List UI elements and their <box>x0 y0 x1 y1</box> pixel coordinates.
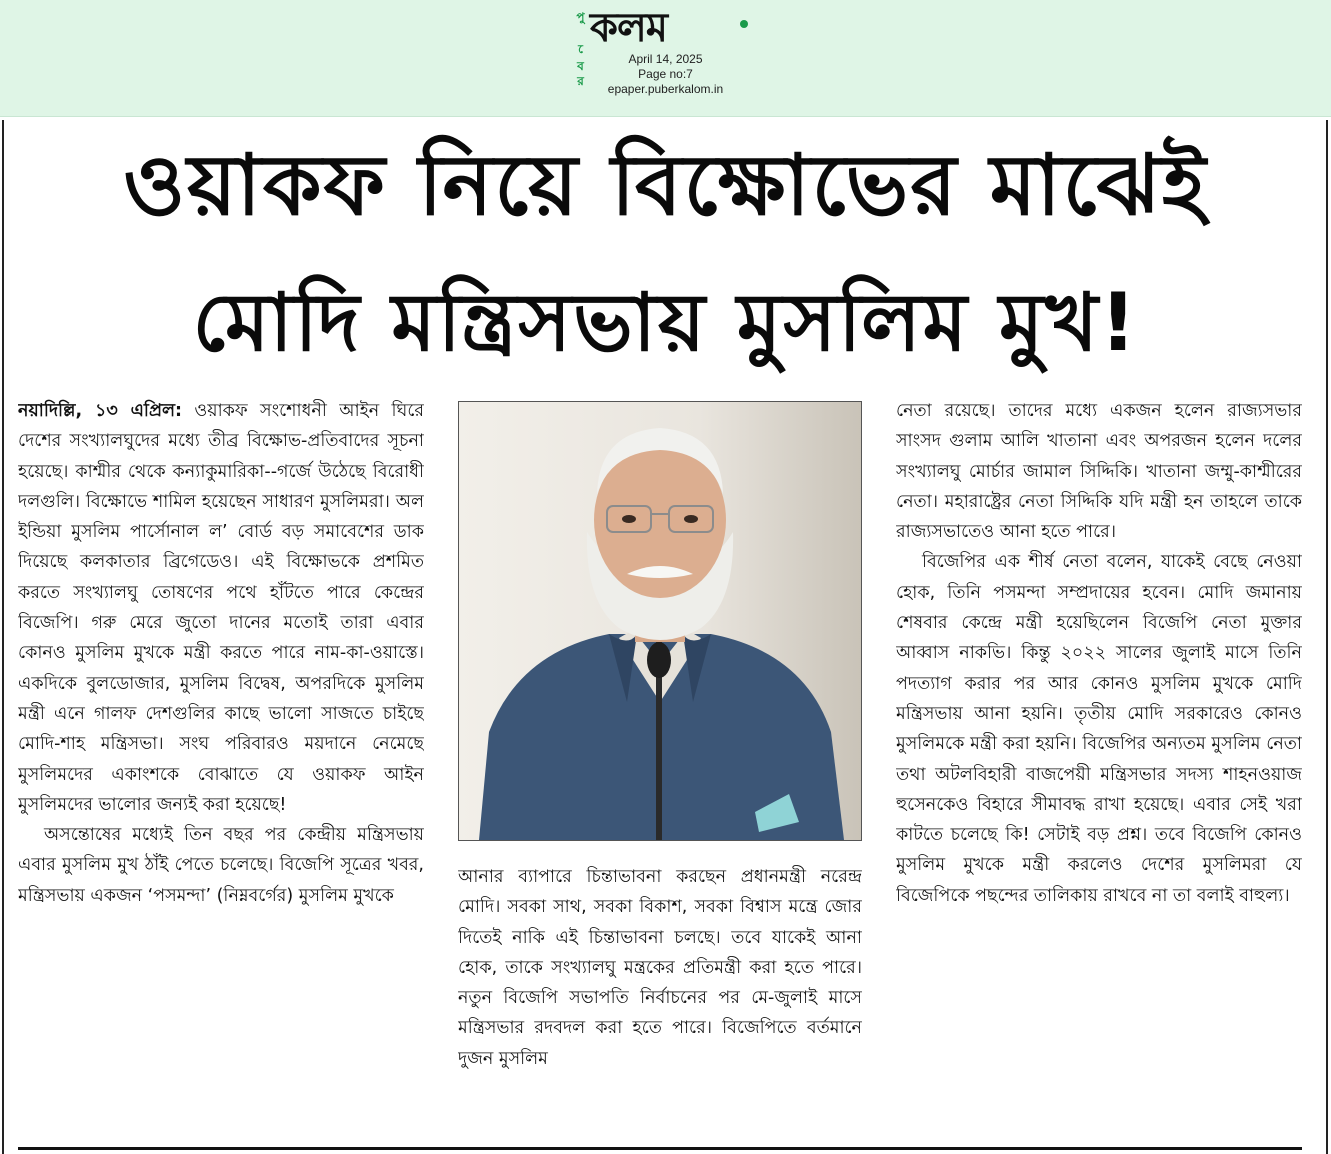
headline-line-1: ওয়াকফ নিয়ে বিক্ষোভের মাঝেই <box>123 136 1208 234</box>
edition-date: April 14, 2025 <box>628 52 703 66</box>
article-paragraph: বিজেপির এক শীর্ষ নেতা বলেন, যাকেই বেছে নেওয়া হোক, তিনি পসমন্দা সম্প্রদায়ের হবেন। মোদি জমানায় শেষবার কেন্দ্রে মন্ত্রী হয়েছিলেন বিজেপি নেতা মুক্তার আব্বাস নাকভি। কিন্তু ২০২২ সালের জুলাই মাসে তিনি পদত্যাগ করার পর আর কোনও মুসলিম মুখকে মোদি মন্ত্রিসভায় আনা হয়নি। তৃতীয় মোদি সরকারেও কোনও মুসলিমকে মন্ত্রী করা হয়নি। বিজেপির অন্যতম মুসলিম নেতা তথা অটলবিহারী বাজপেয়ী মন্ত্রিসভার সদস্য শাহনওয়াজ হুসেনকেও বিহারে সীমাবদ্ধ রাখা হয়েছে। এবার সেই খরা কাটতে চলেছে কি! সেটাই বড় প্রশ্ন। তবে বিজেপি কোনও মুসলিম মুখকে মন্ত্রী করলেও দেশের মুসলিমরা যে বিজেপিকে পছন্দের তালিকায় রাখবে না তা বলাই বাহুল্য। <box>896 552 1302 906</box>
bottom-rule <box>18 1147 1302 1150</box>
page-border-left <box>2 120 4 1154</box>
article-paragraph: অসন্তোষের মধ্যেই তিন বছর পর কেন্দ্রীয় মন্ত্রিসভায় এবার মুসলিম মুখ ঠাঁই পেতে চলেছে। বিজেপি সূত্রের খবর, মন্ত্রিসভায় একজন ‘পসমন্দা’ (নিম্নবর্গের) মুসলিম মুখকে <box>18 825 424 906</box>
logo-dot-icon <box>740 20 748 28</box>
page-border-right <box>1326 120 1328 1154</box>
site-url[interactable]: epaper.puberkalom.in <box>607 82 724 96</box>
article-paragraph: আনার ব্যাপারে চিন্তাভাবনা করছেন প্রধানমন্ত্রী নরেন্দ্র মোদি। সবকা সাথ, সবকা বিকাশ, সবকা বিশ্বাস মন্ত্রে জোর দিতেই নাকি এই চিন্তাভাবনা চলছে। তবে যাকেই আনা হোক, তাকে সংখ্যালঘু মন্ত্রকের প্রতিমন্ত্রী করা হতে পারে। নতুন বিজেপি সভাপতি নির্বাচনের পর মে-জুলাই মাসে মন্ত্রিসভার রদবদল করা হতে পারে। বিজেপিতে বর্তমানে দুজন মুসলিম <box>458 867 862 1069</box>
article-column-middle <box>458 862 862 1134</box>
article-column-right <box>896 396 1302 1136</box>
article-paragraph: নেতা রয়েছে। তাদের মধ্যে একজন হলেন রাজ্যসভার সাংসদ গুলাম আলি খাতানা এবং অপরজন হলেন দলের সংখ্যালঘু মোর্চার জামাল সিদ্দিকি। খাতানা জম্মু-কাশ্মীরের নেতা। মহারাষ্ট্রের নেতা সিদ্দিকি যদি মন্ত্রী হন তাহলে তাকে রাজ্যসভাতেও আনা হতে পারে। <box>896 401 1302 543</box>
article-column-left <box>18 396 424 1136</box>
article-paragraph <box>18 396 424 820</box>
masthead-band <box>0 0 1331 117</box>
logo-side-text: পুবের <box>575 10 589 89</box>
logo-main-text: কলম <box>590 5 667 51</box>
dateline: নয়াদিল্লি, ১৩ এপ্রিল: <box>18 401 183 421</box>
headline-line-2: মোদি মন্ত্রিসভায় মুসলিম মুখ! <box>192 276 1139 369</box>
portrait-illustration <box>459 402 861 840</box>
paragraph-text: ওয়াকফ সংশোধনী আইন ঘিরে দেশের সংখ্যালঘুদের মধ্যে তীব্র বিক্ষোভ-প্রতিবাদের সূচনা হয়েছে। কাশ্মীর থেকে কন্যাকুমারিকা--গর্জে উঠেছে বিরোধী দলগুলি। বিক্ষোভে শামিল হয়েছেন সাধারণ মুসলিমরা। অল ইন্ডিয়া মুসলিম পার্সোনাল ল’ বোর্ড বড় সমাবেশের ডাক দিয়েছে কলকাতার ব্রিগেডেও। এই বিক্ষোভকে প্রশমিত করতে সংখ্যালঘু তোষণের পথে হাঁটতে পারে কেন্দ্রের বিজেপি। গরু মেরে জুতো দানের মতোই তারা এবার কোনও মুসলিম মুখকে মন্ত্রী করতে পারে নাম-কা-ওয়াস্তে। একদিকে বুলডোজার, মুসলিম বিদ্বেষ, অপরদিকে মুসলিম মন্ত্রী এনে গালফ দেশগুলির কাছে ভালো সাজতে চাইছে মোদি-শাহ মন্ত্রিসভা। সংঘ পরিবারও ময়দানে নেমেছে মুসলিমদের একাংশকে বোঝাতে যে ওয়াকফ আইন মুসলিমদের ভালোর জন্যই করা হয়েছে! <box>18 401 424 815</box>
page-number: Page no:7 <box>638 67 693 81</box>
article-photo <box>458 401 862 841</box>
